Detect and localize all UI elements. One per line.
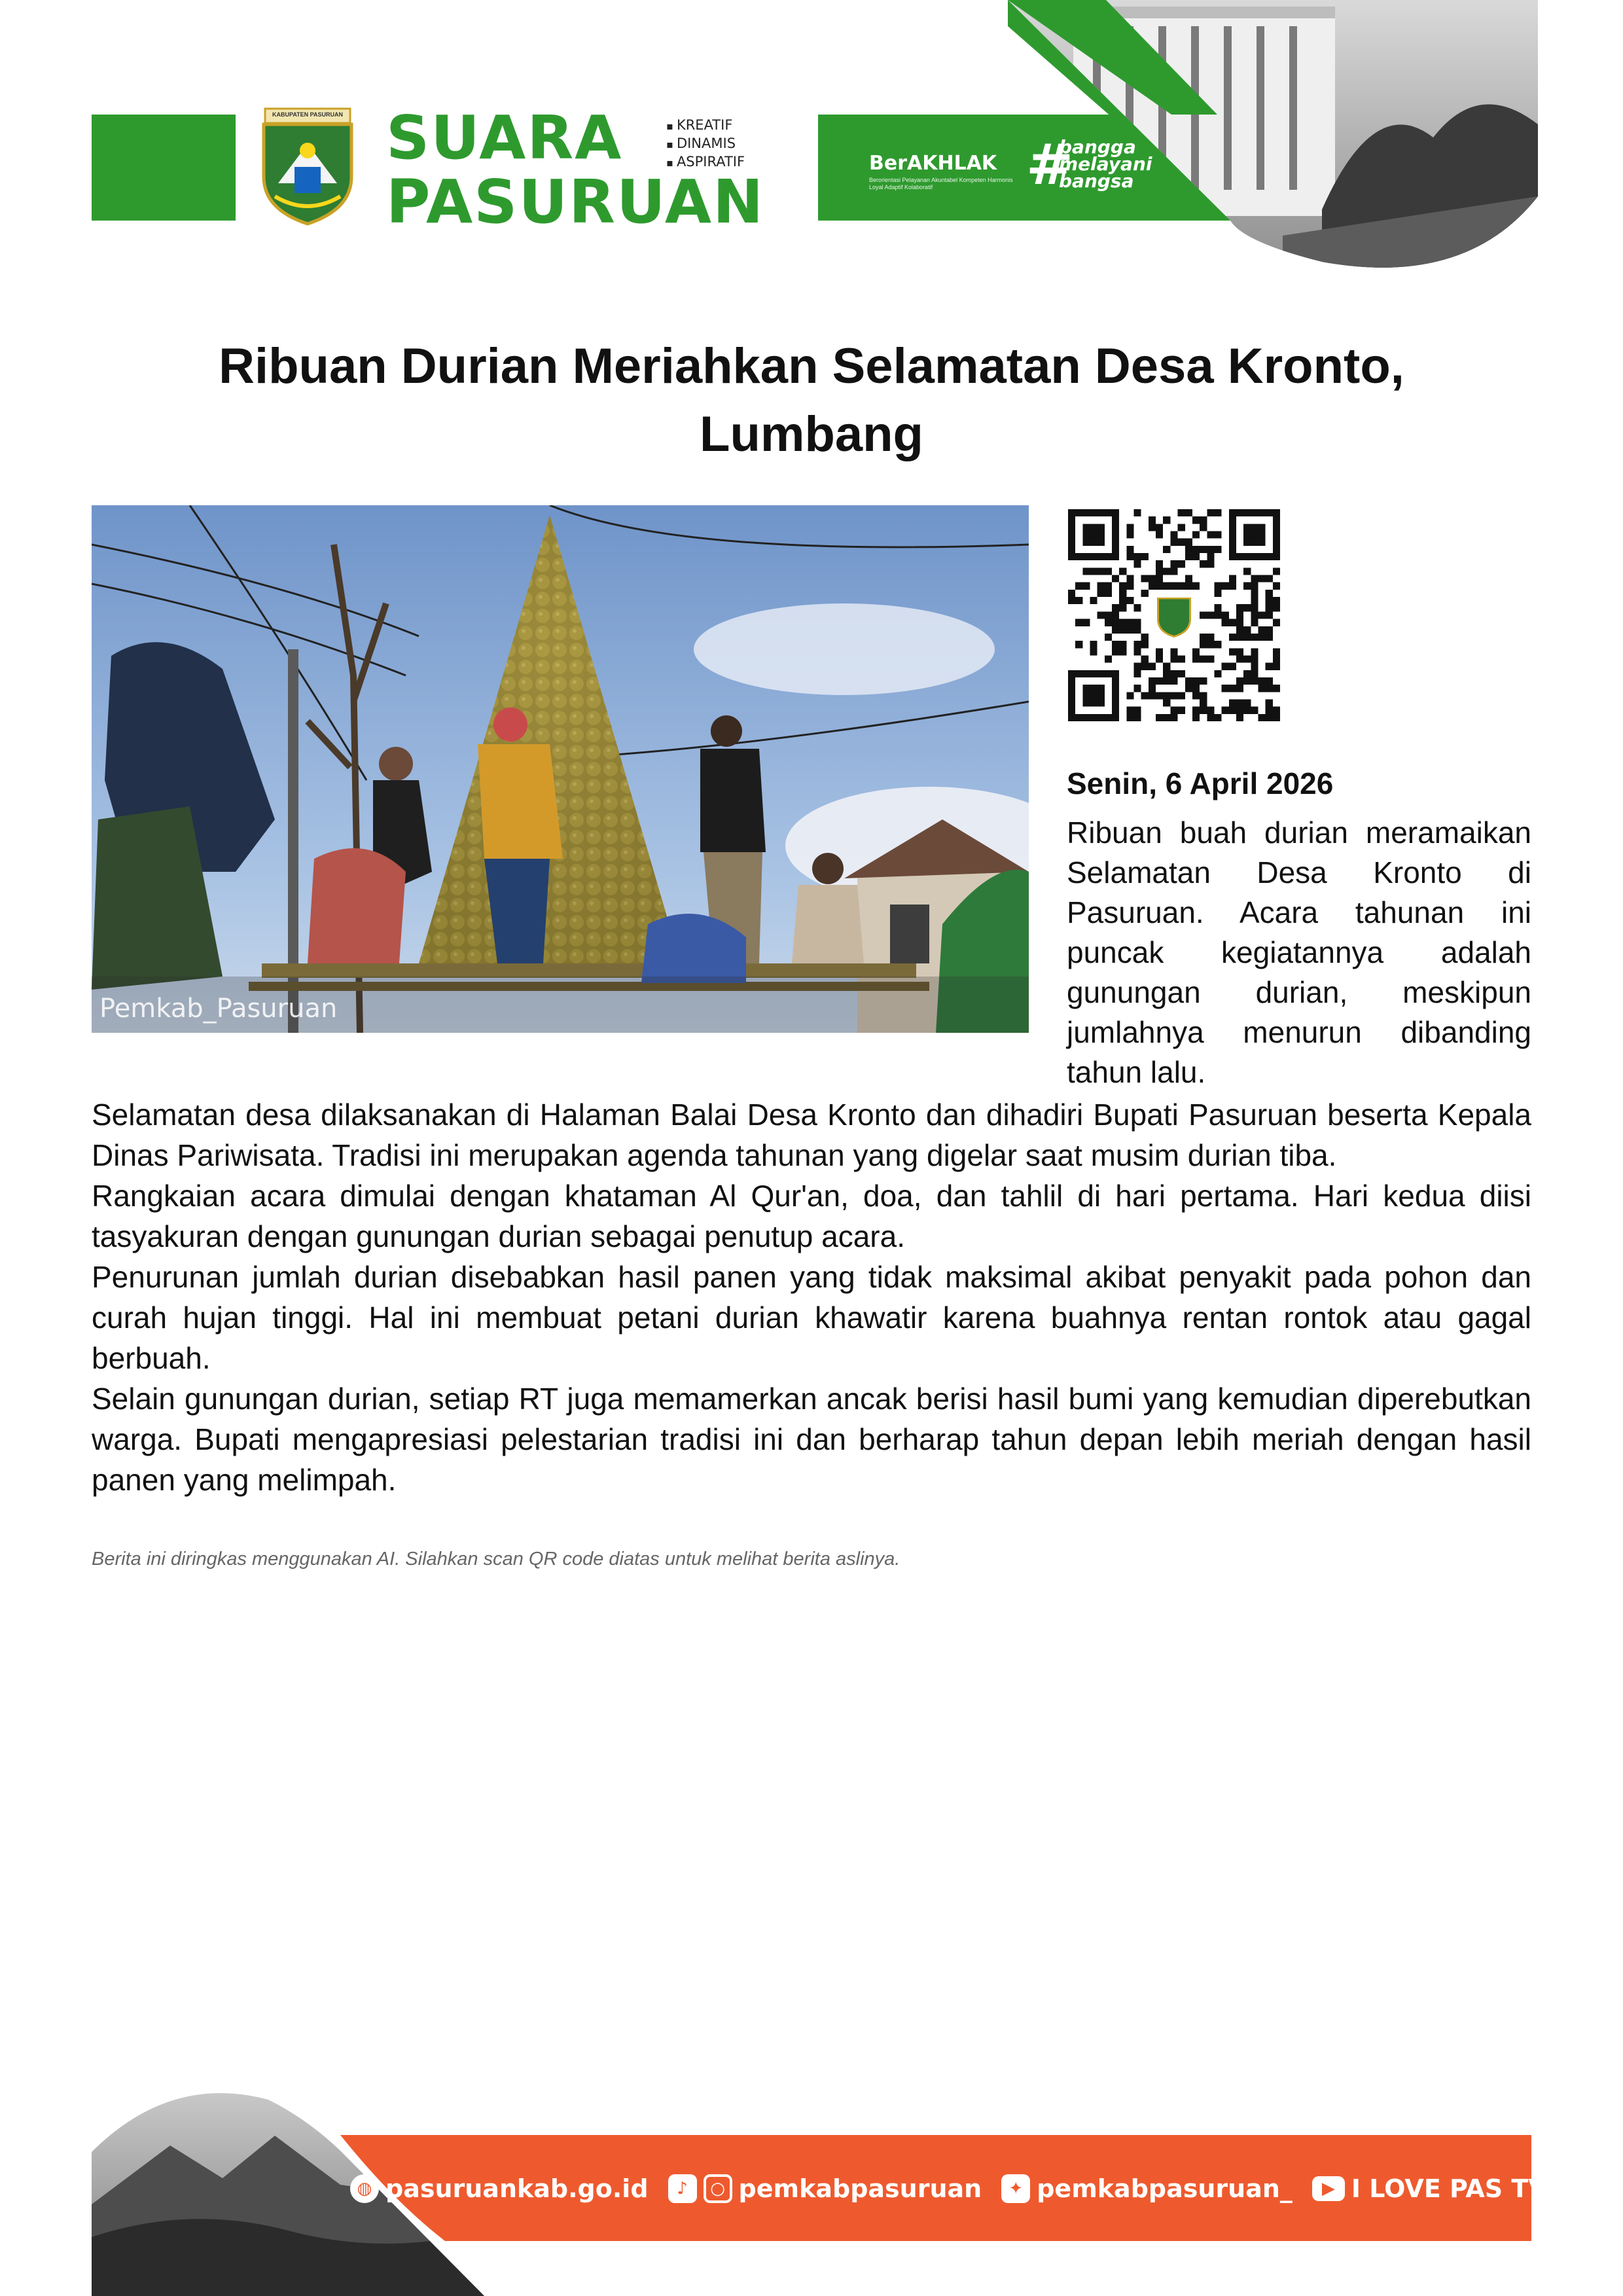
footer-instagram-link[interactable]: [668, 2174, 982, 2203]
header-green-bar-left: [92, 115, 236, 221]
berakhlak-subtitle: Berorientasi Pelayanan Akuntabel Kompeten Harmonis Loyal Adaptif Kolaboratif: [869, 177, 1013, 190]
tagline-2: ▪ DINAMIS: [666, 135, 745, 153]
globe-icon: ◍: [350, 2174, 379, 2203]
youtube-icon: ▶: [1312, 2176, 1345, 2201]
article-lede: Ribuan buah durian meramaikan Selamatan Desa Kronto di Pasuruan. Acara tahunan ini puncak kegiatannya adalah gunungan durian, meskipun jumlahnya menurun dibanding tahun lalu.: [1067, 816, 1531, 1089]
bangga-line-2: melayani: [1059, 153, 1152, 175]
brand-line-1: SUARA: [386, 103, 623, 173]
body-paragraph-2: Rangkaian acara dimulai dengan khataman Al Qur'an, doa, dan tahlil di hari pertama. Hari kedua diisi tasyakuran dengan gunungan durian sebagai penutup acara.: [92, 1179, 1531, 1253]
footer-website-text: pasuruankab.go.id: [385, 2174, 649, 2203]
bangga-line-1: bangga: [1059, 136, 1136, 158]
article-photo-durian-pyramid: [92, 505, 1029, 1033]
footer-youtube-text: I LOVE PAS TV: [1351, 2174, 1548, 2203]
brand-line-2: PASURUAN: [386, 167, 765, 237]
photo-credit: Pemkab_Pasuruan: [99, 994, 338, 1024]
qr-code[interactable]: [1068, 509, 1280, 721]
footer-social-links: [350, 2172, 1567, 2206]
hashtag-icon: #: [1026, 132, 1074, 198]
footer-youtube-link[interactable]: [1312, 2174, 1548, 2203]
brand-taglines: [666, 117, 745, 171]
tiktok-icon: ♪: [668, 2174, 697, 2203]
article-title: Ribuan Durian Meriahkan Selamatan Desa Kronto, Lumbang: [219, 338, 1404, 462]
twitter-icon: ✦: [1001, 2174, 1030, 2203]
footer-instagram-text: pemkabpasuruan: [738, 2174, 982, 2203]
shield-caption: KABUPATEN PASURUAN: [272, 111, 343, 118]
footer-twitter-link[interactable]: [1001, 2174, 1293, 2203]
instagram-icon: ○: [704, 2174, 732, 2203]
article-body: [92, 1094, 1531, 1500]
pasuruan-shield-logo: [259, 105, 357, 226]
body-paragraph-1: Selamatan desa dilaksanakan di Halaman Balai Desa Kronto dan dihadiri Bupati Pasuruan beserta Kepala Dinas Pariwisata. Tradisi ini merupakan agenda tahunan yang digelar saat musim durian tiba.: [92, 1098, 1531, 1172]
article-date: Senin, 6 April 2026: [1067, 766, 1334, 800]
bangga-line-3: bangsa: [1059, 170, 1134, 192]
body-paragraph-3: Penurunan jumlah durian disebabkan hasil panen yang tidak maksimal akibat penyakit pada pohon dan curah hujan tinggi. Hal ini membuat petani durian khawatir karena buahnya rentan rontok atau gagal berbuah.: [92, 1260, 1531, 1375]
berakhlak-logo: BerAKHLAK: [869, 152, 997, 175]
footer-twitter-text: pemkabpasuruan_: [1037, 2174, 1293, 2203]
tagline-1: ▪ KREATIF: [666, 117, 745, 135]
footer-website-link[interactable]: [350, 2174, 649, 2203]
ai-summary-note: Berita ini diringkas menggunakan AI. Silahkan scan QR code diatas untuk melihat berita aslinya.: [92, 1549, 901, 1570]
header-building-photo: [1008, 0, 1538, 288]
tagline-3: ▪ ASPIRATIF: [666, 153, 745, 171]
body-paragraph-4: Selain gunungan durian, setiap RT juga memamerkan ancak berisi hasil bumi yang kemudian diperebutkan warga. Bupati mengapresiasi pelestarian tradisi ini dan berharap tahun depan lebih meriah dengan hasil panen yang melimpah.: [92, 1382, 1531, 1497]
